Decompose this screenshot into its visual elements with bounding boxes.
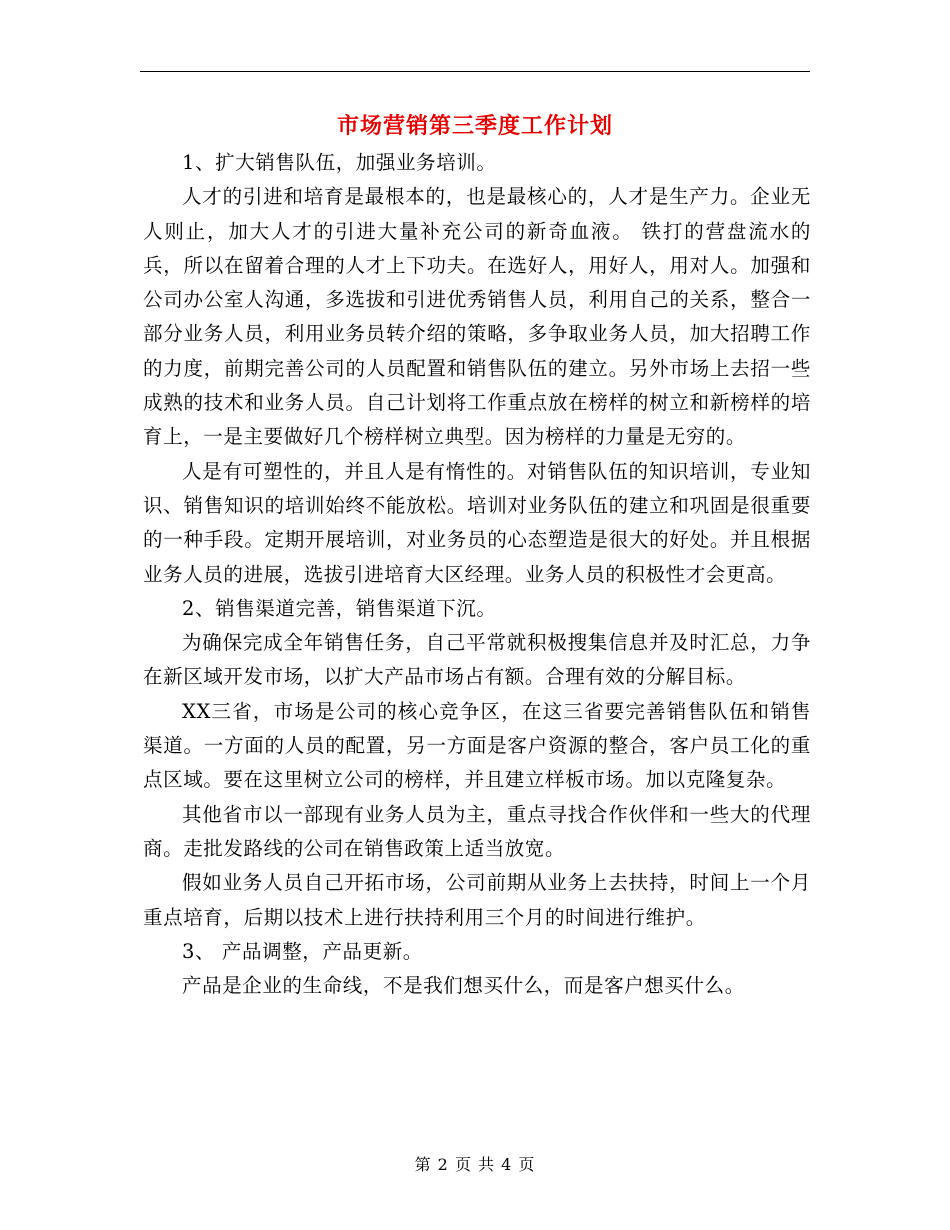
- section-heading-3: 3、 产品调整，产品更新。: [182, 939, 423, 963]
- document-title: 市场营销第三季度工作计划: [336, 113, 613, 139]
- paragraph: 人是有可塑性的，并且人是有惰性的。对销售队伍的知识培训，专业知识、销售知识的培训始终不能放松。培训对业务队伍的建立和巩固是很重要的一种手段。定期开展培训，对业务员的心态塑造是很大的好处。并且根据业务人员的进展，选拔引进培育大区经理。业务人员的积极性才会更高。: [143, 459, 811, 586]
- section-heading-1: 1、扩大销售队伍，加强业务培训。: [182, 151, 497, 174]
- paragraph: 其他省市以一部现有业务人员为主，重点寻找合作伙伴和一些大的代理商。走批发路线的公司在销售政策上适当放宽。: [143, 802, 811, 860]
- paragraph: 人才的引进和培育是最根本的，也是最核心的，人才是生产力。企业无人则止，加大人才的引进大量补充公司的新奇血液。 铁打的营盘流水的兵，所以在留着合理的人才上下功夫。在选好人，用好人，用对人。加强和公司办公室人沟通，多选拔和引进优秀销售人员，利用自己的关系，整合一部分业务人员，利用业务员转介绍的策略，多争取业务人员，加大招聘工作的力度，前期完善公司的人员配置和销售队伍的建立。另外市场上去招一些成熟的技术和业务人员。自己计划将工作重点放在榜样的树立和新榜样的培育上，一是主要做好几个榜样树立典型。因为榜样的力量是无穷的。: [143, 185, 811, 449]
- section-heading-2: 2、销售渠道完善，销售渠道下沉。: [182, 596, 497, 620]
- paragraph: 产品是企业的生命线，不是我们想买什么，而是客户想买什么。: [182, 974, 745, 998]
- header-rule: [140, 71, 810, 72]
- page-number: 第 2 页 共 4 页: [414, 1155, 536, 1174]
- paragraph: XX三省，市场是公司的核心竞争区，在这三省要完善销售队伍和销售渠道。一方面的人员的配置，另一方面是客户资源的整合，客户员工化的重点区域。要在这里树立公司的榜样，并且建立样板市场。加以克隆复杂。: [143, 699, 811, 792]
- paragraph: 为确保完成全年销售任务，自己平常就积极搜集信息并及时汇总，力争在新区域开发市场，以扩大产品市场占有额。合理有效的分解目标。: [143, 631, 811, 689]
- paragraph: 假如业务人员自己开拓市场，公司前期从业务上去扶持，时间上一个月重点培育，后期以技术上进行扶持利用三个月的时间进行维护。: [143, 871, 811, 929]
- document-body: [143, 146, 811, 1003]
